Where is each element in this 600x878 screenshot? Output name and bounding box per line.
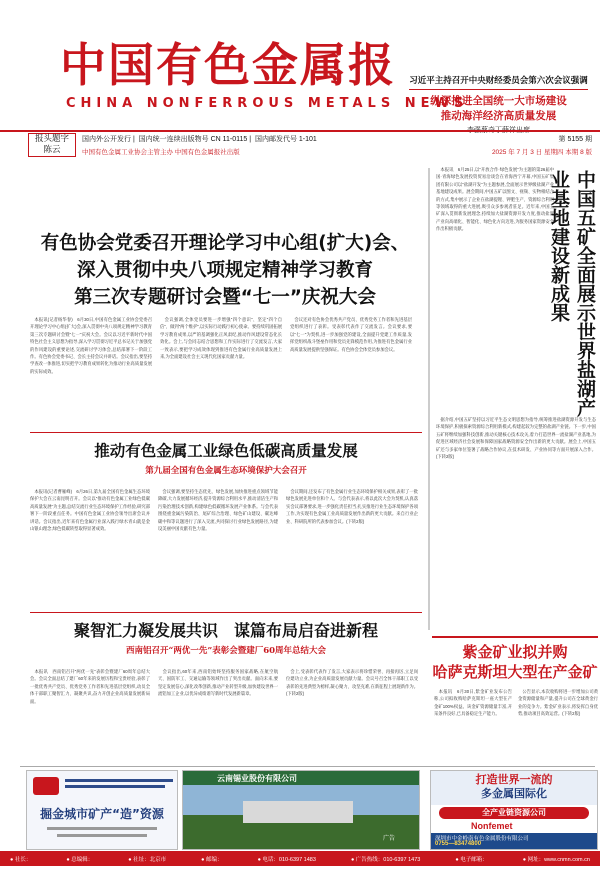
masthead	[0, 0, 600, 134]
story4-headline-block	[432, 642, 598, 682]
story3-body-col-3: 会上,受表彰代表作了发言,大家表示将珍惜荣誉、再接再厉,立足岗位建功立业,为企业高质量发展贡献力量。会议号召全体干部职工以受表彰的先进典型为榜样,凝心聚力、攻坚克难,在新征程上展现新作为。(下转2版)	[286, 669, 418, 697]
story3-subheadline: 西南铝召开“两优一先”表彰会暨建厂60周年总结大会	[125, 646, 327, 656]
story4-body-col-2: 公告显示,本次收购将进一步增加公司黄金资源储量和产量,提升公司在全球黄金行业的竞争力。紫金矿业表示,将发挥自身优势,推动项目高效运营。(下转2版)	[518, 689, 598, 717]
footer-item: ● 广告热线：010-6397 1473	[350, 857, 421, 863]
story3-body-col-2: 会议指出,60年来,西南铝始终坚持服务国家战略,在航空航天、国防军工、交通运输等领域作出了突出贡献。面向未来,要坚定发展信心,深化改革创新,推动产业转型升级,加快建设世界一流铝加工企业,以优异成绩谱写新时代发展新篇章。	[158, 669, 278, 697]
lead-headline-line-1: 有色协会党委召开理论学习中心组(扩大)会、	[40, 233, 410, 254]
story2-headline: 推动有色金属工业绿色低碳高质量发展	[94, 442, 358, 460]
side-vertical-headline: 中国五矿全面展示世界盐湖产业基地建设新成果	[548, 170, 596, 417]
story3-headline: 聚智汇力凝发展共识 谋篇布局启奋进新程	[73, 621, 378, 640]
newspaper-logo: 中国有色金属报	[60, 38, 396, 92]
side-body-col-2: 据介绍,中国五矿坚持以习近平生态文明思想为指导,统筹推进盐湖资源开发与生态环境保护,积极探索资源综合利用新模式,构建起较为完整的盐湖产业链。下一步,中国五矿将继续加强科技创新,推动关键核心技术攻关,着力打造世界一流盐湖产业基地,为促进区域经济社会发展和保障国家战略资源安全作出新的更大贡献。展会上,中国五矿还与多家单位签署了战略合作协议,在技术研发、产业协同等方面开展深入合作。(下转2版)	[436, 417, 596, 460]
top-right-headline-2: 推动海洋经济高质量发展	[440, 110, 557, 122]
side-body-col-1: 本报讯 6月25日,以“开放合作·绿色发展”为主题的第26届中国·青海绿色发展投资贸易洽谈会在青海西宁开幕,中国五矿集团有限公司以“盐湖开发”为主题参展,全面展示世界级盐湖产业基地建设成果。展会期间,中国五矿以图文、视频、实物相结合的方式,集中展示了企业在盐湖提锂、钾肥生产、资源综合利用等领域取得的重大进展,吸引众多参观者驻足。近年来,中国五矿深入贯彻新发展理念,持续加大盐湖资源开发力度,推动盐湖产业向高端化、智能化、绿色化方向迈进,为服务国家资源安全作出积极贡献。	[436, 167, 554, 232]
ad-zhongjin-lingnan	[430, 770, 598, 850]
ad1-title: 掘金城市矿产“造”资源	[40, 807, 164, 821]
footer-item: ● 网址：www.cnmn.com.cn	[522, 857, 590, 863]
lead-body-col-1: 本报讯(记者杨华春) 6月30日,中国有色金属工业协会党委召开理论学习中心组(扩大)会,深入贯彻中央八项规定精神学习教育第三次专题研讨会暨“七一”庆祝大会。会议以习近平新时代中国特色社会主义思想为指导,深入学习贯彻习近平总书记关于加强党的作风建设的重要论述,交流研讨学习体会,总结部署下一阶段工作。有色协会党委书记、会长主持会议并讲话。会议指出,要坚持学查改一体推进,切实把学习教育成果转化为推动行业高质量发展的实际成效。	[30, 317, 152, 374]
footer-item: ● 社址：北京市	[128, 857, 167, 863]
story4-subheadline: 哈萨克斯坦大型在产金矿	[432, 663, 598, 681]
story3-body-col-1: 本报讯 西南铝召开“两优一先”表彰会暨建厂60周年总结大会。会议全面总结了建厂60年来的发展历程和宝贵经验,表彰了一批优秀共产党员、优秀党务工作者和先进基层党组织,动员全体干部职工聚智汇力、凝聚共识,奋力开创企业高质量发展新局面。	[30, 669, 150, 704]
inscription-label: 报头题字	[34, 134, 69, 144]
lead-body-col-3: 会议还对有色协会优秀共产党员、优秀党务工作者和先进基层党组织进行了表彰。受表彰代表作了交流发言。会议要求,要以“七一”为契机,进一步加强党的建设,全面提升党建工作质量,发挥党组织战斗堡垒作用和党员先锋模范作用,为推进有色金属行业高质量发展提供坚强保证。有色协会全体党员参加会议。	[290, 317, 412, 352]
issue-meta-row-2	[82, 147, 592, 156]
lead-headline-line-2: 深入贯彻中央八项规定精神学习教育	[76, 260, 373, 281]
post-code: 国内邮发代号 1-101	[254, 136, 317, 143]
story2-rule	[30, 432, 422, 433]
top-right-headline-1: 纵深推进全国统一大市场建设	[430, 95, 567, 107]
ad2-building	[243, 801, 353, 823]
side-divider	[428, 168, 430, 630]
story2-body-col-1: 本报讯(记者曹雁峰) 6月26日,第九届全国有色金属生态环境保护大会在云南昆明召开。会议以“推动有色金属工业绿色低碳高质量发展”为主题,总结交流行业生态环境保护工作经验,研究部署下一阶段重点任务。中国有色金属工业协会领导出席会议并讲话。会议指出,近年来有色金属行业深入践行绿水青山就是金山银山理念,绿色低碳转型取得显著成效。	[30, 489, 150, 532]
page-footer	[0, 851, 600, 866]
ad3-phone: 0755—83474800	[435, 841, 482, 847]
issue-date: 2025 年 7 月 3 日 星期四 本期 8 版	[491, 149, 592, 156]
footer-item: ● 电子邮箱：	[455, 857, 488, 863]
lead-headline	[30, 230, 420, 311]
ad2-ad-label: 广告	[383, 836, 396, 842]
ad3-company: 深圳市中金岭南有色金属股份有限公司	[435, 836, 529, 842]
ad-yunnan-tin	[182, 770, 420, 850]
newspaper-logo-english: CHINA NONFERROUS METALS NEWS	[66, 96, 469, 111]
story3-rule	[30, 612, 422, 613]
lead-headline-line-3: 第三次专题研讨会暨“七一”庆祝大会	[74, 287, 376, 308]
ad3-line-3: 全产业链资源公司	[439, 807, 589, 819]
story4-body-col-1: 本报讯 6月30日,紫金矿业发布公告称,公司拟收购哈萨克斯坦一座大型在产金矿100%权益。该金矿资源储量丰富,开采条件良好,已具备稳定生产能力。	[434, 689, 512, 717]
story2-body-col-2: 会议强调,要坚持生态优先、绿色发展,加快推进重点领域节能降碳,大力发展循环经济,提升资源综合利用水平,推动清洁生产和污染治理技术创新,构建绿色低碳循环发展产业体系。与会代表围绕重金属污染防治、尾矿综合治理、绿色矿山建设、碳达峰碳中和等议题进行了深入交流,共同探讨行业绿色发展路径,为建设美丽中国贡献有色力量。	[158, 489, 278, 532]
inscription-name: 陈云	[43, 145, 61, 155]
footer-item: ● 社长：	[10, 857, 32, 863]
ad1-bar-1	[65, 779, 173, 782]
story2-subheadline: 第九届全国有色金属生态环境保护大会召开	[145, 466, 307, 476]
issue-number: 第 5155 期	[558, 136, 592, 143]
story4-headline: 紫金矿业拟并购	[462, 643, 568, 661]
cn-number: 国内统一连续出版物号 CN 11-0115	[138, 136, 248, 143]
story2-body-col-3: 会议期间,还发布了有色金属行业生态环境保护相关成果,表彰了一批绿色发展先进单位和个人。与会代表表示,将以此次大会为契机,认真落实会议部署要求,进一步强化责任担当,扎实推进行业生态环境保护各项工作,为实现有色金属工业高质量发展作出新的更大贡献。来自行业企业、科研院所的代表参加会议。(下转2版)	[286, 489, 418, 524]
ads-divider	[20, 766, 595, 767]
story2-headline-block	[30, 440, 422, 478]
ad1-logo-icon	[33, 777, 59, 795]
ad3-line-1: 打造世界一流的	[475, 773, 553, 786]
lead-body-col-2: 会议强调,全体党员要进一步增强“四个意识”、坚定“四个自信”、做到“两个维护”,以实际行动践行初心使命。要持续巩固拓展学习教育成果,以严的基调强化正风肃纪,推动作风建设常态化长效化。会上,与会同志结合思想和工作实际进行了交流发言,大家一致表示,要把学习成效体现到推进有色金属行业高质量发展上来,为全面建设社会主义现代化国家贡献力量。	[160, 317, 282, 360]
issue-meta-row-1: 国内外公开发行 | 国内统一连续出版物号 CN 11-0115 | 国内邮发代号 1-101 第 5155 期	[82, 136, 592, 143]
footer-item: ● 总编辑：	[66, 857, 94, 863]
story3-headline-block	[30, 620, 422, 658]
inscription-box	[28, 133, 76, 157]
ad-urban-mining	[26, 770, 178, 850]
ad1-bar-4	[57, 834, 147, 837]
footer-item: ● 电话：010-6397 1483	[257, 857, 316, 863]
footer-item: ● 邮编：	[201, 857, 223, 863]
ad1-bar-2	[65, 785, 165, 788]
top-right-kicker: 习近平主持召开中央财经委员会第六次会议强调	[409, 75, 588, 85]
ad2-brand: 云南锡业股份有限公司	[217, 774, 297, 783]
ad1-bar-3	[47, 827, 157, 830]
sponsor-text: 中国有色金属工业协会主管主办 中国有色金属报社出版	[82, 149, 240, 156]
story4-rule	[432, 636, 598, 638]
top-right-author: 李强蔡奇丁薛祥出席	[467, 127, 530, 134]
ad3-brand: Nonfemet	[471, 821, 513, 831]
ad3-line-2: 多金属国际化	[481, 787, 547, 800]
top-right-headline-box	[397, 70, 600, 134]
issn-text: 国内外公开发行	[82, 136, 131, 143]
